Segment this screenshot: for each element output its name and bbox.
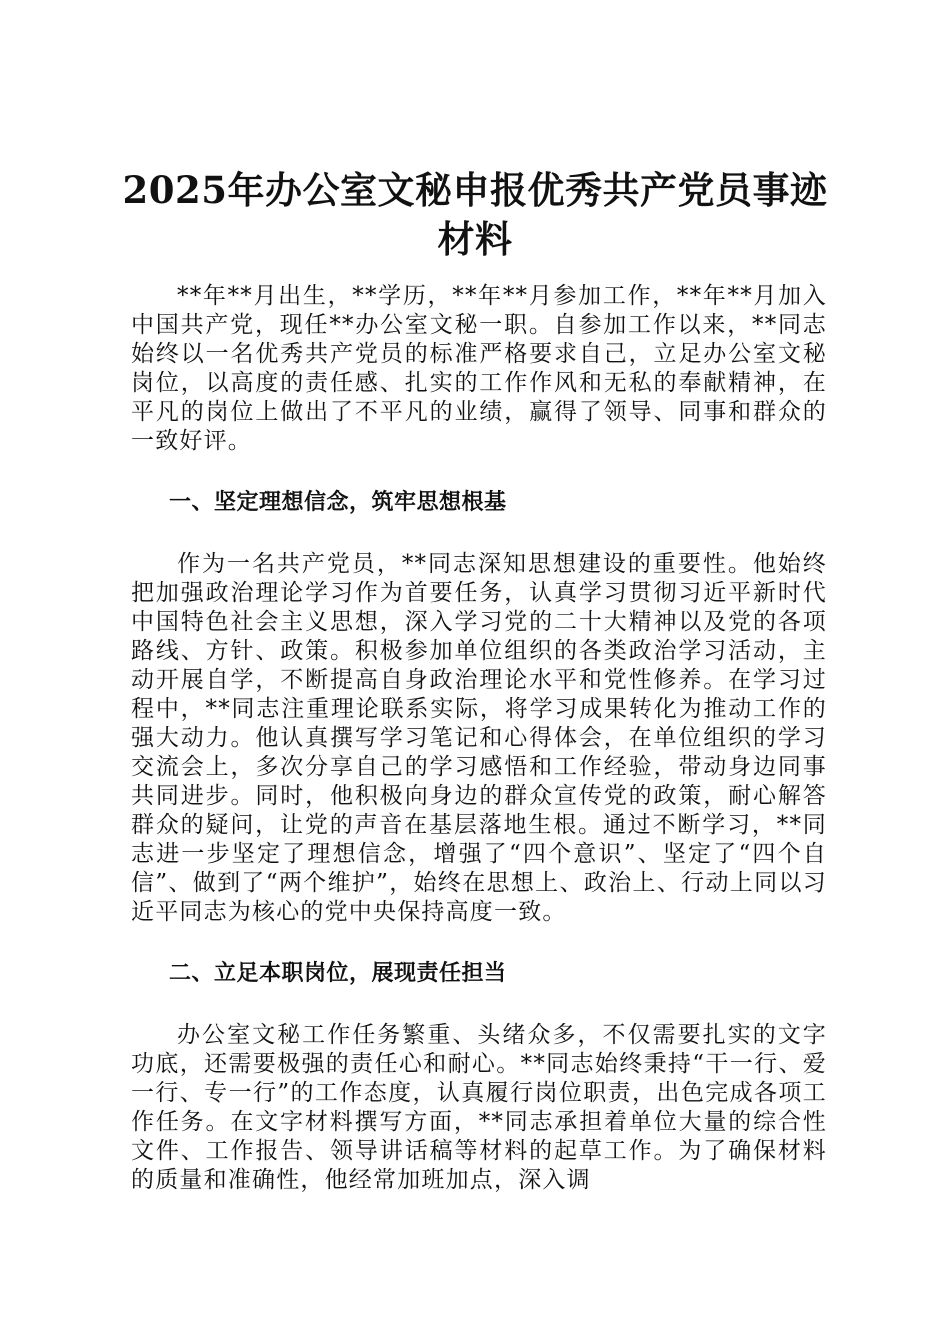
section-2-paragraph: 办公室文秘工作任务繁重、头绪众多，不仅需要扎实的文字功底，还需要极强的责任心和耐心。**同志始终秉持“干一行、爱一行、专一行”的工作态度，认真履行岗位职责，出色完成各项工作任务。在文字材料撰写方面，**同志承担着单位大量的综合性文件、工作报告、领导讲话稿等材料的起草工作。为了确保材料的质量和准确性，他经常加班加点，深入调 [131,1022,827,1193]
section-1-heading: 一、坚定理想信念，筑牢思想根基 [169,489,507,515]
section-1-paragraph: 作为一名共产党员，**同志深知思想建设的重要性。他始终把加强政治理论学习作为首要任务，认真学习贯彻习近平新时代中国特色社会主义思想，深入学习党的二十大精神以及党的各项路线、方针、政策。积极参加单位组织的各类政治学习活动，主动开展自学，不断提高自身政治理论水平和党性修养。在学习过程中，**同志注重理论联系实际，将学习成果转化为推动工作的强大动力。他认真撰写学习笔记和心得体会，在单位组织的学习交流会上，多次分享自己的学习感悟和工作经验，带动身边同事共同进步。同时，他积极向身边的群众宣传党的政策，耐心解答群众的疑问，让党的声音在基层落地生根。通过不断学习，**同志进一步坚定了理想信念，增强了“四个意识”、坚定了“四个自信”、做到了“两个维护”，始终在思想上、政治上、行动上同以习近平同志为核心的党中央保持高度一致。 [131,551,827,925]
document-body [131,282,827,1195]
section-2-heading: 二、立足本职岗位，展现责任担当 [169,960,507,986]
document-title: 2025年办公室文秘申报优秀共产党员事迹材料 [122,168,828,261]
intro-paragraph: **年**月出生，**学历，**年**月参加工作，**年**月加入中国共产党，现任**办公室文秘一职。自参加工作以来，**同志始终以一名优秀共产党员的标准严格要求自己，立足办公室文秘岗位，以高度的责任感、扎实的工作作风和无私的奉献精神，在平凡的岗位上做出了不平凡的业绩，赢得了领导、同事和群众的一致好评。 [131,283,827,454]
